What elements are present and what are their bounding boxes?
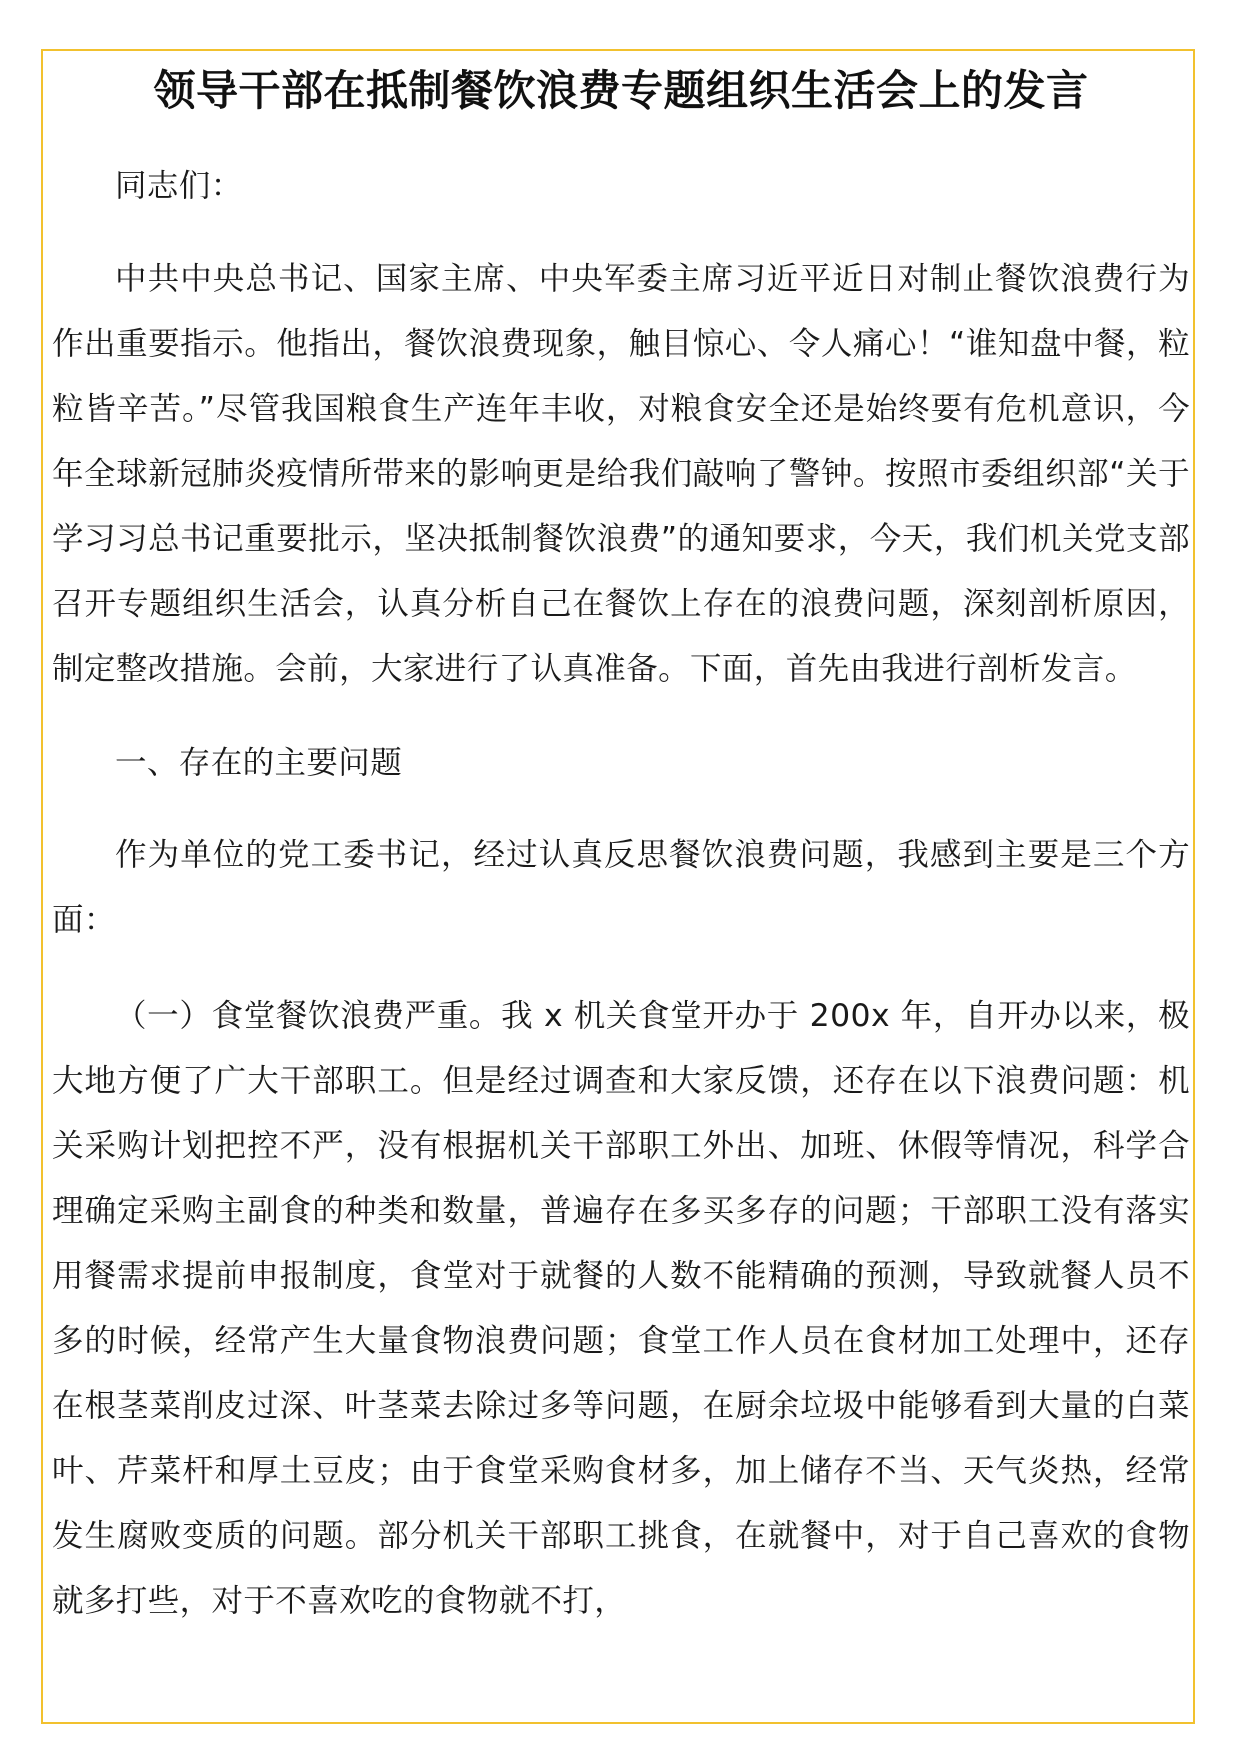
document-title: 领导干部在抵制餐饮浪费专题组织生活会上的发言 <box>153 66 1089 115</box>
document-body <box>52 60 1190 1634</box>
section-heading-main-problems: 一、存在的主要问题 <box>115 745 403 781</box>
paragraph-three-aspects: 作为单位的党工委书记，经过认真反思餐饮浪费问题，我感到主要是三个方面： <box>52 837 1190 938</box>
paragraph-intro: 中共中央总书记、国家主席、中央军委主席习近平近日对制止餐饮浪费行为作出重要指示。他指出，餐饮浪费现象，触目惊心、令人痛心！“谁知盘中餐，粒粒皆辛苦。”尽管我国粮食生产连年丰收，对粮食安全还是始终要有危机意识，今年全球新冠肺炎疫情所带来的影响更是给我们敲响了警钟。按照市委组织部“关于学习习总书记重要批示，坚决抵制餐饮浪费”的通知要求，今天，我们机关党支部召开专题组织生活会，认真分析自己在餐饮上存在的浪费问题，深刻剖析原因，制定整改措施。会前，大家进行了认真准备。下面，首先由我进行剖析发言。 <box>52 261 1190 687</box>
salutation: 同志们： <box>115 168 243 204</box>
paragraph-canteen-waste: （一）食堂餐饮浪费严重。我 x 机关食堂开办于 200x 年，自开办以来，极大地方便了广大干部职工。但是经过调查和大家反馈，还存在以下浪费问题：机关采购计划把控不严，没有根据机关干部职工外出、加班、休假等情况，科学合理确定采购主副食的种类和数量，普遍存在多买多存的问题；干部职工没有落实用餐需求提前申报制度，食堂对于就餐的人数不能精确的预测，导致就餐人员不多的时候，经常产生大量食物浪费问题；食堂工作人员在食材加工处理中，还存在根茎菜削皮过深、叶茎菜去除过多等问题，在厨余垃圾中能够看到大量的白菜叶、芹菜杆和厚土豆皮；由于食堂采购食材多，加上储存不当、天气炎热，经常发生腐败变质的问题。部分机关干部职工挑食，在就餐中，对于自己喜欢的食物就多打些，对于不喜欢吃的食物就不打， <box>52 998 1190 1619</box>
